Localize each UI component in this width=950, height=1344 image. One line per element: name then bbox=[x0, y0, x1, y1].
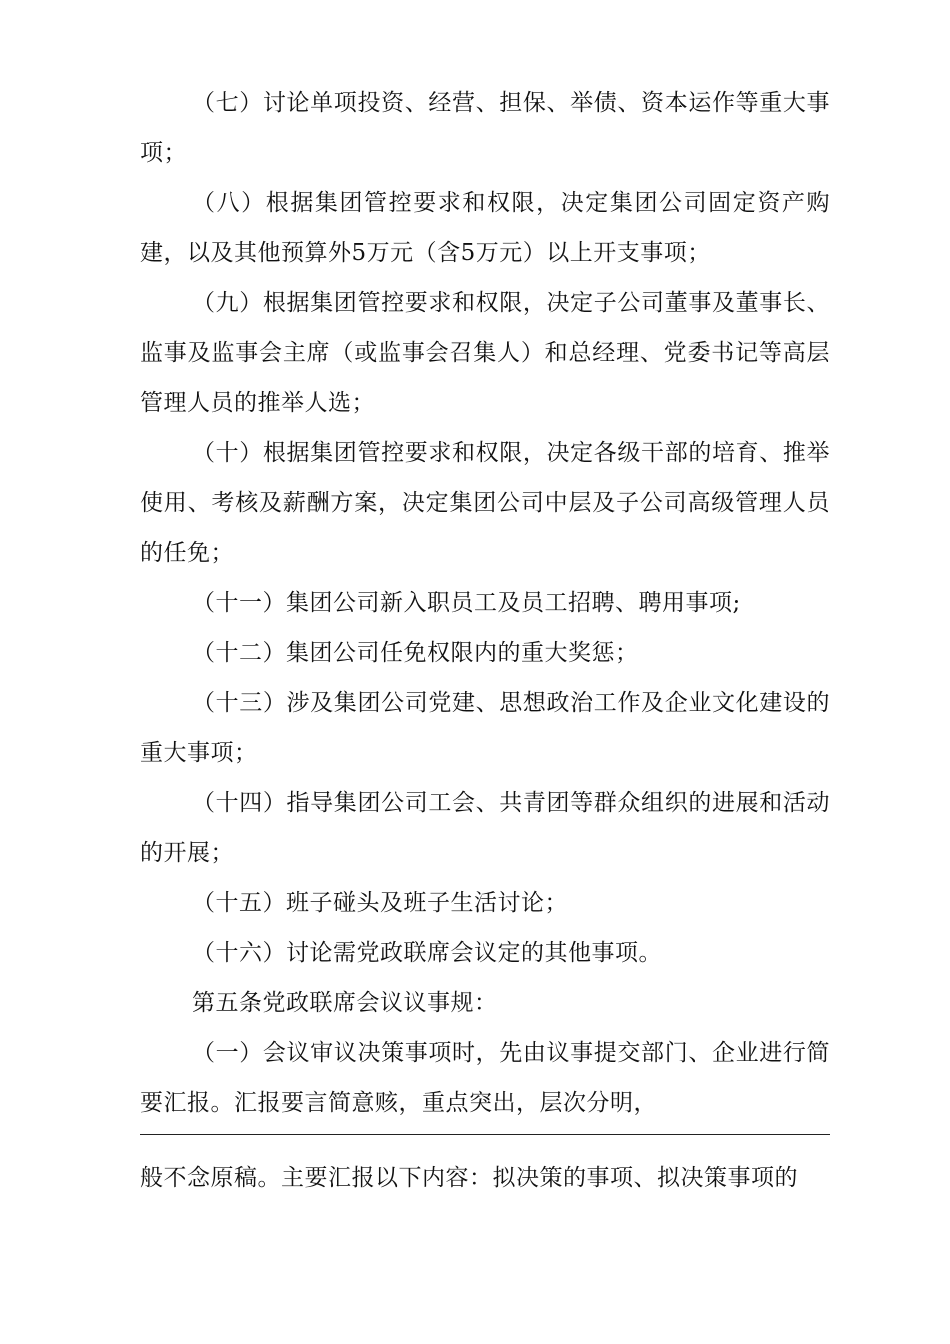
article-5-heading: 第五条党政联席会议议事规： bbox=[192, 990, 498, 1016]
paragraph-item-10: （十）根据集团管控要求和权限，决定各级干部的培育、推举使用、考核及薪酬方案，决定集团公司中层及子公司高级管理人员的任免； bbox=[140, 440, 830, 566]
paragraph-item-12: （十二）集团公司任免权限内的重大奖惩； bbox=[192, 640, 639, 666]
paragraph-item-15: （十五）班子碰头及班子生活讨论； bbox=[192, 890, 568, 916]
paragraph-item-8: （八）根据集团管控要求和权限，决定集团公司固定资产购建，以及其他预算外5万元（含5万元）以上开支事项； bbox=[140, 190, 830, 266]
paragraph-item-11: （十一）集团公司新入职员工及员工招聘、聘用事项; bbox=[192, 590, 741, 616]
paragraph-item-16: （十六）讨论需党政联席会议定的其他事项。 bbox=[192, 940, 662, 966]
paragraph-item-13: （十三）涉及集团公司党建、思想政治工作及企业文化建设的重大事项； bbox=[140, 690, 830, 766]
paragraph-item-9: （九）根据集团管控要求和权限，决定子公司董事及董事长、监事及监事会主席（或监事会召集人）和总经理、党委书记等高层管理人员的推举人选； bbox=[140, 290, 830, 416]
page-divider bbox=[140, 1134, 830, 1135]
continuation-text: 般不念原稿。主要汇报以下内容：拟决策的事项、拟决策事项的 bbox=[140, 1165, 798, 1191]
paragraph-item-14: （十四）指导集团公司工会、共青团等群众组织的进展和活动的开展； bbox=[140, 790, 830, 866]
paragraph-item-7: （七）讨论单项投资、经营、担保、举债、资本运作等重大事项； bbox=[140, 90, 830, 166]
article-5-item-1: （一）会议审议决策事项时，先由议事提交部门、企业进行简要汇报。汇报要言简意赅，重点突出，层次分明， bbox=[140, 1040, 830, 1116]
